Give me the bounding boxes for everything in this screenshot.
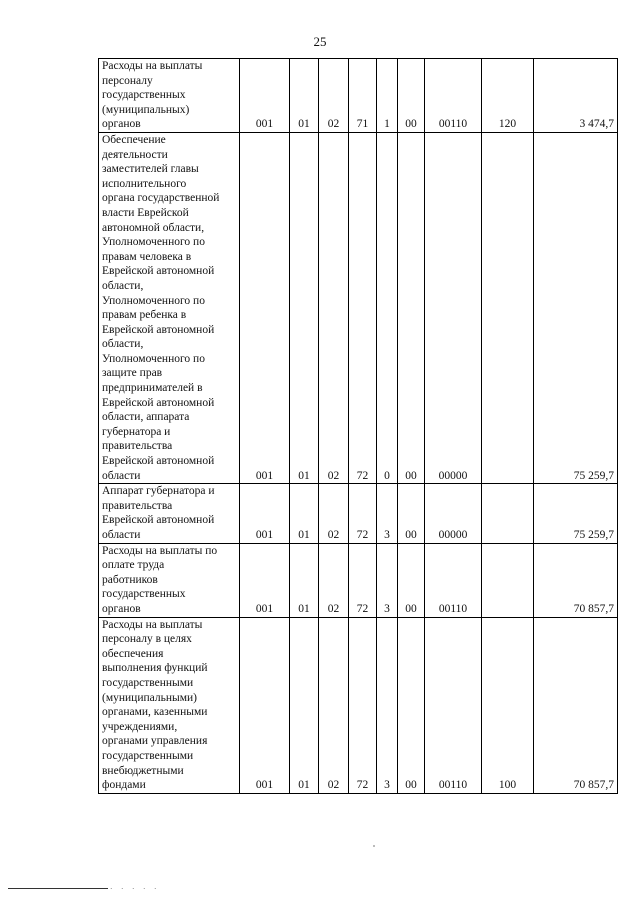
row-sum: 70 857,7 — [534, 617, 618, 793]
row-target-direction: 00110 — [425, 59, 482, 133]
row-subsection: 02 — [319, 132, 349, 483]
footer-marks: . . . . . — [110, 881, 160, 891]
row-target-program: 72 — [349, 617, 377, 793]
row-target-program: 72 — [349, 543, 377, 617]
row-sum: 70 857,7 — [534, 543, 618, 617]
row-target-subprogram: 3 — [377, 484, 398, 543]
row-target-subprogram: 0 — [377, 132, 398, 483]
row-sum: 3 474,7 — [534, 59, 618, 133]
row-expense-type — [482, 543, 534, 617]
row-section: 01 — [290, 617, 319, 793]
row-subsection: 02 — [319, 617, 349, 793]
row-target-direction: 00000 — [425, 484, 482, 543]
table-row — [99, 132, 618, 483]
row-description: Расходы на выплаты по оплате труда работников государственных органов — [99, 543, 240, 617]
row-section: 01 — [290, 132, 319, 483]
row-target-program: 72 — [349, 132, 377, 483]
row-description: Аппарат губернатора и правительства Еврейской автономной области — [99, 484, 240, 543]
row-subsection: 02 — [319, 543, 349, 617]
row-section: 01 — [290, 543, 319, 617]
row-description: Расходы на выплаты персоналу государственных (муниципальных) органов — [99, 59, 240, 133]
scan-speck — [373, 845, 375, 847]
row-target-direction: 00000 — [425, 132, 482, 483]
row-description: Обеспечение деятельности заместителей главы исполнительного органа государственной власти Еврейской автономной области, Уполномоченного по правам человека в Еврейской автономной области, Уполномоченного по правам ребенка в Еврейской автономной области, Уполномоченного по защите прав предпринимателей в Еврейской автономной области, аппарата губернатора и правительства Еврейской автономной области — [99, 132, 240, 483]
row-glava: 001 — [240, 132, 290, 483]
row-expense-type: 100 — [482, 617, 534, 793]
row-target-event: 00 — [398, 59, 425, 133]
row-target-event: 00 — [398, 484, 425, 543]
row-target-subprogram: 3 — [377, 543, 398, 617]
row-section: 01 — [290, 59, 319, 133]
row-target-direction: 00110 — [425, 543, 482, 617]
row-target-event: 00 — [398, 617, 425, 793]
row-target-program: 71 — [349, 59, 377, 133]
row-glava: 001 — [240, 543, 290, 617]
table-row — [99, 59, 618, 133]
row-glava: 001 — [240, 617, 290, 793]
row-expense-type: 120 — [482, 59, 534, 133]
row-glava: 001 — [240, 59, 290, 133]
row-subsection: 02 — [319, 59, 349, 133]
row-expense-type — [482, 132, 534, 483]
row-sum: 75 259,7 — [534, 132, 618, 483]
row-target-event: 00 — [398, 132, 425, 483]
footer-rule — [8, 888, 108, 889]
row-section: 01 — [290, 484, 319, 543]
row-subsection: 02 — [319, 484, 349, 543]
row-target-program: 72 — [349, 484, 377, 543]
page-number: 25 — [313, 34, 327, 49]
row-target-event: 00 — [398, 543, 425, 617]
table-row — [99, 543, 618, 617]
row-sum: 75 259,7 — [534, 484, 618, 543]
row-target-direction: 00110 — [425, 617, 482, 793]
row-target-subprogram: 3 — [377, 617, 398, 793]
table-row — [99, 484, 618, 543]
row-target-subprogram: 1 — [377, 59, 398, 133]
budget-table — [98, 58, 618, 794]
row-expense-type — [482, 484, 534, 543]
row-description: Расходы на выплаты персоналу в целях обеспечения выполнения функций государственными (муниципальными) органами, казенными учреждениями, органами управления государственными внебюджетными фондами — [99, 617, 240, 793]
table-row — [99, 617, 618, 793]
row-glava: 001 — [240, 484, 290, 543]
